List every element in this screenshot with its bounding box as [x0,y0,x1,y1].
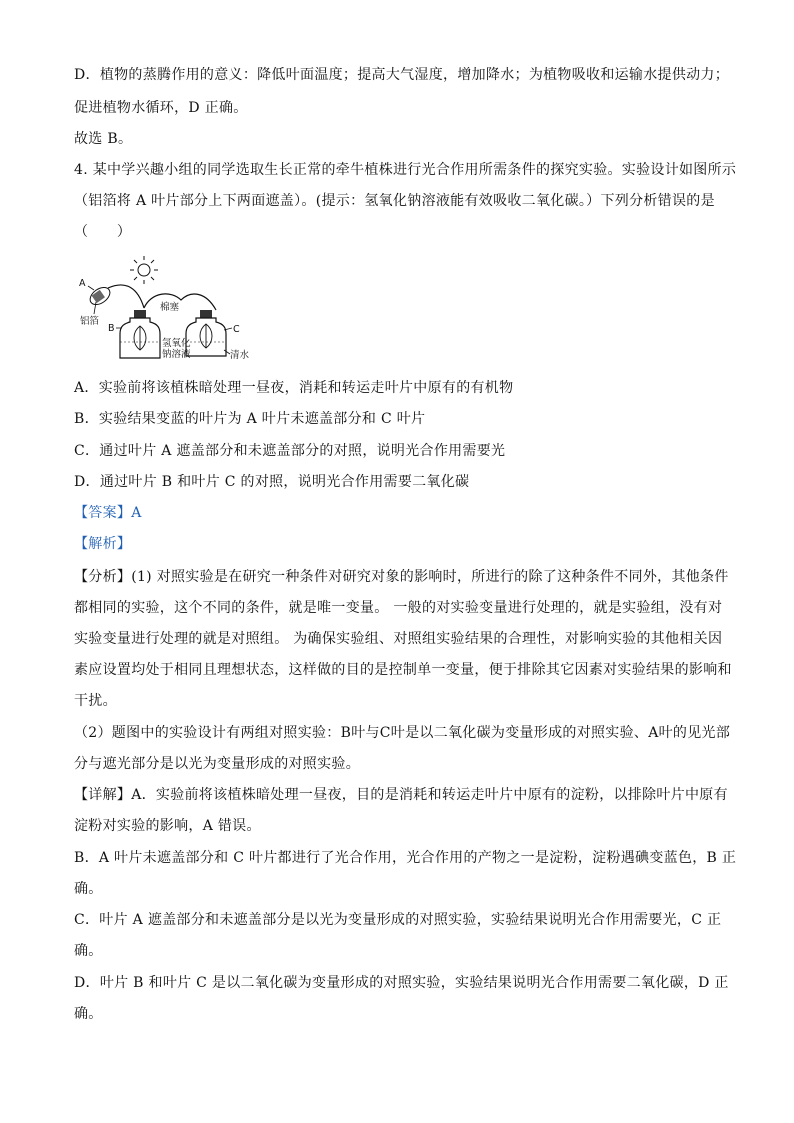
detail-a-line2: 淀粉对实验的影响，A 错误。 [74,818,261,834]
bottle-water [186,310,226,356]
question-stem-line1: 4. 某中学兴趣小组的同学选取生长正常的牵牛植株进行光合作用所需条件的探究实验。实验设计如图所示 [74,162,737,178]
label-naoh-line2: 钠溶液 [162,349,191,360]
label-naoh-line1: 氢氧化 [162,338,191,349]
prev-option-d-line2: 促进植物水循环，D 正确。 [74,100,248,116]
detail-d-line2: 确。 [74,1006,103,1022]
detail-a-line1: 【详解】A．实验前将该植株暗处理一昼夜，目的是消耗和转运走叶片中原有的淀粉，以排除叶片中原有 [74,787,728,803]
sun-icon [130,256,158,284]
label-cotton: 棉塞 [160,302,180,313]
label-leaf-a: A [79,278,86,289]
analysis-p1-line3: 实验变量进行处理的就是对照组。 为确保实验组、对照组实验结果的合理性，对影响实验的其他相关因 [74,631,723,647]
detail-c-line2: 确。 [74,943,103,959]
analysis-p1-line2: 都相同的实验，这个不同的条件，就是唯一变量。 一般的对实验变量进行处理的，就是实验组，没有对 [74,600,723,616]
option-a: A．实验前将该植株暗处理一昼夜，消耗和转运走叶片中原有的有机物 [74,380,514,396]
answer-label: 【答案】A [74,505,142,521]
label-leaf-b: B [108,323,115,334]
prev-conclusion: 故选 B。 [74,131,133,147]
detail-c-line1: C．叶片 A 遮盖部分和未遮盖部分是以光为变量形成的对照实验，实验结果说明光合作用需要光，C 正 [74,912,722,928]
experiment-figure [76,250,266,362]
bottle-naoh [120,310,160,358]
analysis-p1-line4: 素应设置均处于相同且理想状态，这样做的目的是控制单一变量，便于排除其它因素对实验结果的影响和 [74,662,732,678]
label-water: 清水 [230,350,250,361]
detail-b-line2: 确。 [74,881,103,897]
question-blank: （ ） [74,224,132,240]
prev-option-d-line1: D．植物的蒸腾作用的意义：降低叶面温度；提高大气湿度，增加降水；为植物吸收和运输水提供动力； [74,67,730,83]
detail-d-line1: D．叶片 B 和叶片 C 是以二氧化碳为变量形成的对照实验，实验结果说明光合作用需要二氧化碳，D 正 [74,975,729,991]
analysis-p1-line1: 【分析】(1) 对照实验是在研究一种条件对研究对象的影响时，所进行的除了这种条件不同外，其他条件 [74,569,729,585]
analysis-label: 【解析】 [74,536,132,552]
analysis-p2-line1: （2）题图中的实验设计有两组对照实验：B叶与C叶是以二氧化碳为变量形成的对照实验、A叶的见光部 [74,725,731,741]
label-foil: 铝箔 [80,316,100,327]
label-leaf-c: C [233,324,240,335]
question-stem-line2: （铝箔将 A 叶片部分上下两面遮盖）。(提示：氢氧化钠溶液能有效吸收二氧化碳。）下列分析错误的是 [74,193,715,209]
analysis-p2-line2: 分与遮光部分是以光为变量形成的对照实验。 [74,756,360,772]
detail-b-line1: B．A 叶片未遮盖部分和 C 叶片都进行了光合作用，光合作用的产物之一是淀粉，淀粉遇碘变蓝色，B 正 [74,850,737,866]
option-b: B．实验结果变蓝的叶片为 A 叶片未遮盖部分和 C 叶片 [74,411,426,427]
analysis-p1-line5: 干扰。 [74,693,117,709]
option-c: C．通过叶片 A 遮盖部分和未遮盖部分的对照，说明光合作用需要光 [74,443,506,459]
option-d: D．通过叶片 B 和叶片 C 的对照，说明光合作用需要二氧化碳 [74,474,470,490]
